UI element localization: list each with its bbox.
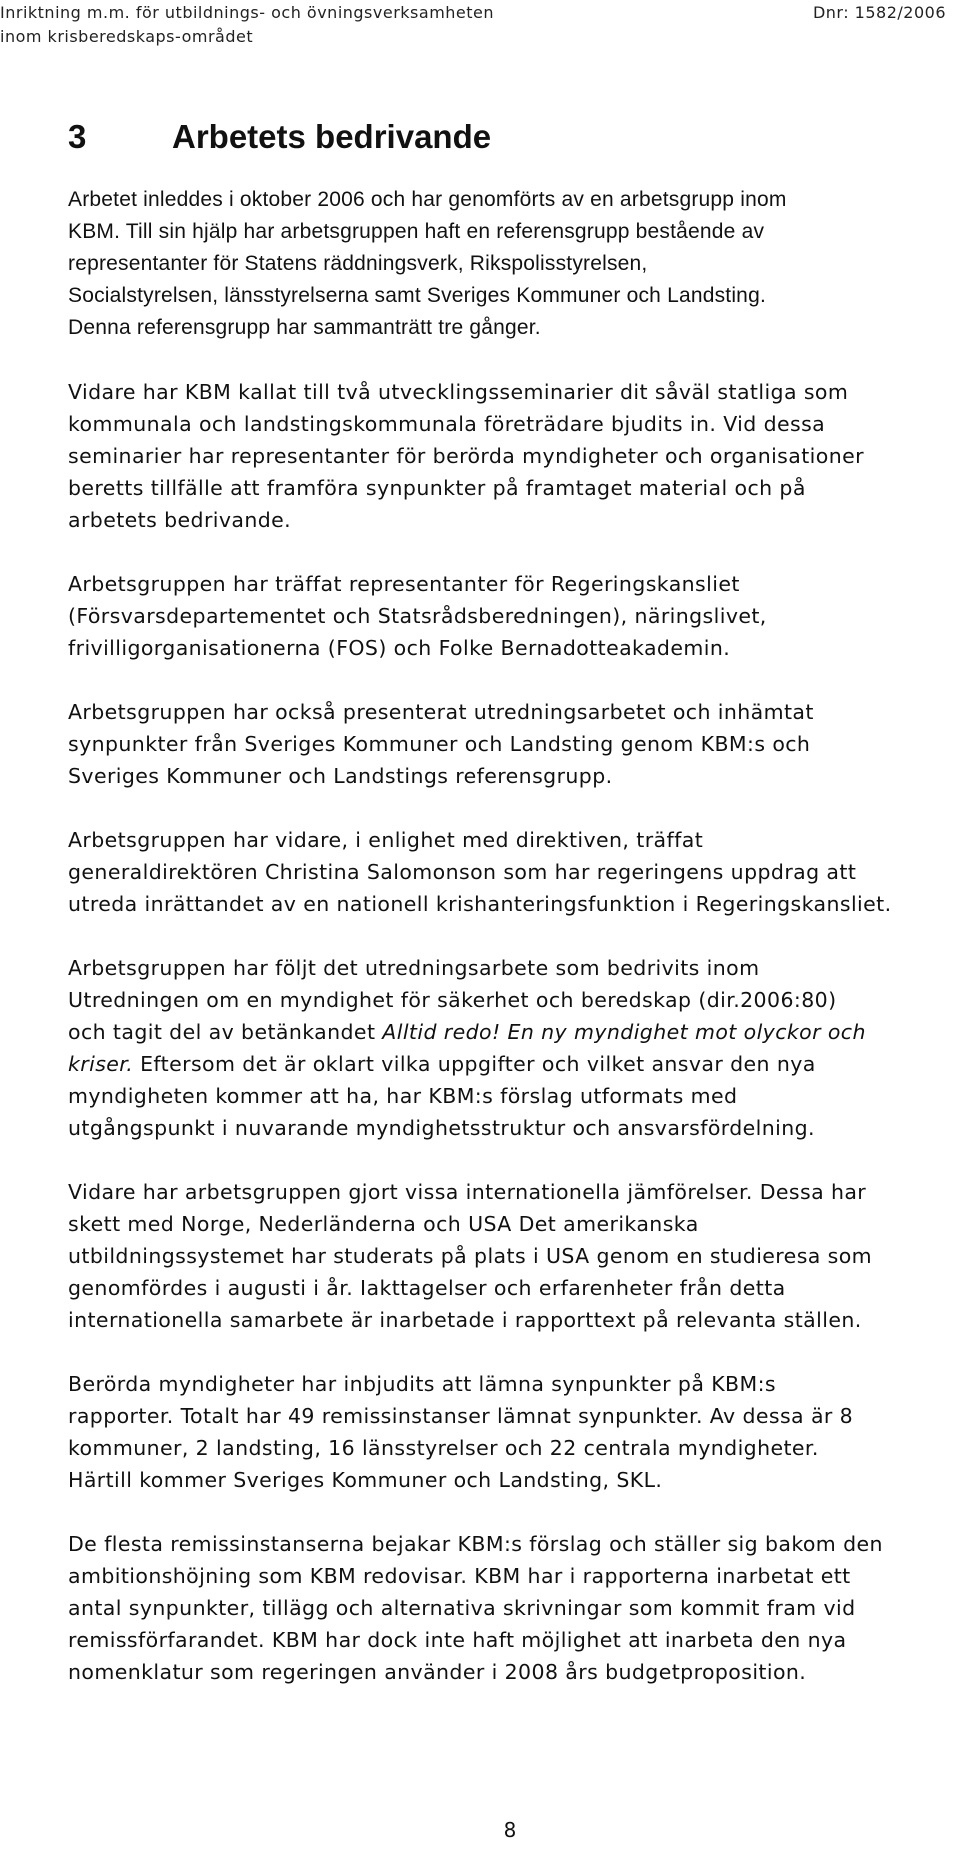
- text-line: Arbetsgruppen har träffat representanter för Regeringskansliet: [68, 572, 740, 596]
- text-line: Arbetsgruppen har också presenterat utredningsarbetet och inhämtat: [68, 700, 814, 724]
- text-line: Härtill kommer Sveriges Kommuner och Landsting, SKL.: [68, 1468, 663, 1492]
- text-line: antal synpunkter, tillägg och alternativa skrivningar som kommit fram vid: [68, 1596, 856, 1620]
- text-line: Vidare har KBM kallat till två utvecklingsseminarier dit såväl statliga som: [68, 380, 849, 404]
- page-number: 8: [503, 1818, 517, 1842]
- header-document-number: Dnr: 1582/2006: [812, 3, 946, 22]
- text-line: Denna referensgrupp har sammanträtt tre gånger.: [68, 316, 541, 339]
- text-line: KBM. Till sin hjälp har arbetsgruppen haft en referensgrupp bestående av: [68, 220, 765, 243]
- report-title-end: kriser.: [68, 1052, 134, 1076]
- text-line: frivilligorganisationerna (FOS) och Folke Bernadotteakademin.: [68, 636, 731, 660]
- text-line: kommuner, 2 landsting, 16 länsstyrelser och 22 centrala myndigheter.: [68, 1436, 819, 1460]
- paragraph: [68, 184, 943, 344]
- text-line: [68, 1048, 943, 1080]
- section-number: 3: [68, 118, 87, 155]
- text-line: seminarier har representanter för berörda myndigheter och organisationer: [68, 444, 864, 468]
- text-line: utreda inrättandet av en nationell krishanteringsfunktion i Regeringskansliet.: [68, 892, 892, 916]
- text-line: De flesta remissinstanserna bejakar KBM:s förslag och ställer sig bakom den: [68, 1532, 883, 1556]
- text-line: beretts tillfälle att framföra synpunkter på framtaget material och på: [68, 476, 806, 500]
- text-line: generaldirektören Christina Salomonson som har regeringens uppdrag att: [68, 860, 857, 884]
- text-line: nomenklatur som regeringen använder i 2008 års budgetproposition.: [68, 1660, 807, 1684]
- text-line: utbildningssystemet har studerats på plats i USA genom en studieresa som: [68, 1244, 873, 1268]
- text-line: Berörda myndigheter har inbjudits att lämna synpunkter på KBM:s: [68, 1372, 776, 1396]
- paragraph: [68, 1176, 943, 1336]
- body-text: [68, 184, 943, 1720]
- text-line: Arbetet inleddes i oktober 2006 och har genomförts av en arbetsgrupp inom: [68, 188, 787, 211]
- report-title: Alltid redo! En ny myndighet mot olyckor och: [382, 1020, 866, 1044]
- text-line: Arbetsgruppen har vidare, i enlighet med direktiven, träffat: [68, 828, 704, 852]
- text-line: internationella samarbete är inarbetade i rapporttext på relevanta ställen.: [68, 1308, 862, 1332]
- section-heading: [68, 117, 491, 157]
- section-title: Arbetets bedrivande: [172, 118, 492, 155]
- text-line: synpunkter från Sveriges Kommuner och Landsting genom KBM:s och: [68, 732, 811, 756]
- text-line: arbetets bedrivande.: [68, 508, 292, 532]
- text-line: Vidare har arbetsgruppen gjort vissa internationella jämförelser. Dessa har: [68, 1180, 867, 1204]
- text-line: Utredningen om en myndighet för säkerhet och beredskap (dir.2006:80): [68, 988, 837, 1012]
- paragraph: [68, 696, 943, 792]
- header-title: Inriktning m.m. för utbildnings- och övningsverksamheten: [0, 3, 495, 22]
- text-line: rapporter. Totalt har 49 remissinstanser lämnat synpunkter. Av dessa är 8: [68, 1404, 854, 1428]
- paragraph: [68, 568, 943, 664]
- text-line: remissförfarandet. KBM har dock inte haft möjlighet att inarbeta den nya: [68, 1628, 847, 1652]
- text-line: representanter för Statens räddningsverk, Rikspolisstyrelsen,: [68, 252, 648, 275]
- paragraph: [68, 824, 943, 920]
- text-line: Socialstyrelsen, länsstyrelserna samt Sveriges Kommuner och Landsting.: [68, 284, 766, 307]
- text-line: (Försvarsdepartementet och Statsrådsberedningen), näringslivet,: [68, 604, 767, 628]
- paragraph: [68, 376, 943, 536]
- text-line: kommunala och landstingskommunala företrädare bjudits in. Vid dessa: [68, 412, 826, 436]
- text-line: utgångspunkt i nuvarande myndighetsstruktur och ansvarsfördelning.: [68, 1116, 815, 1140]
- header-subtitle: inom krisberedskaps-området: [0, 27, 254, 46]
- text-line: ambitionshöjning som KBM redovisar. KBM har i rapporterna inarbetat ett: [68, 1564, 851, 1588]
- paragraph: [68, 1368, 943, 1496]
- paragraph: [68, 1528, 943, 1688]
- text-line: [68, 1016, 943, 1048]
- paragraph: [68, 952, 943, 1144]
- text-line: Arbetsgruppen har följt det utredningsarbete som bedrivits inom: [68, 956, 760, 980]
- text-fragment: och tagit del av betänkandet: [68, 1020, 383, 1044]
- text-line: genomfördes i augusti i år. Iakttagelser och erfarenheter från detta: [68, 1276, 786, 1300]
- text-fragment: Eftersom det är oklart vilka uppgifter och vilket ansvar den nya: [133, 1052, 816, 1076]
- text-line: myndigheten kommer att ha, har KBM:s förslag utformats med: [68, 1084, 738, 1108]
- text-line: Sveriges Kommuner och Landstings referensgrupp.: [68, 764, 613, 788]
- text-line: skett med Norge, Nederländerna och USA Det amerikanska: [68, 1212, 699, 1236]
